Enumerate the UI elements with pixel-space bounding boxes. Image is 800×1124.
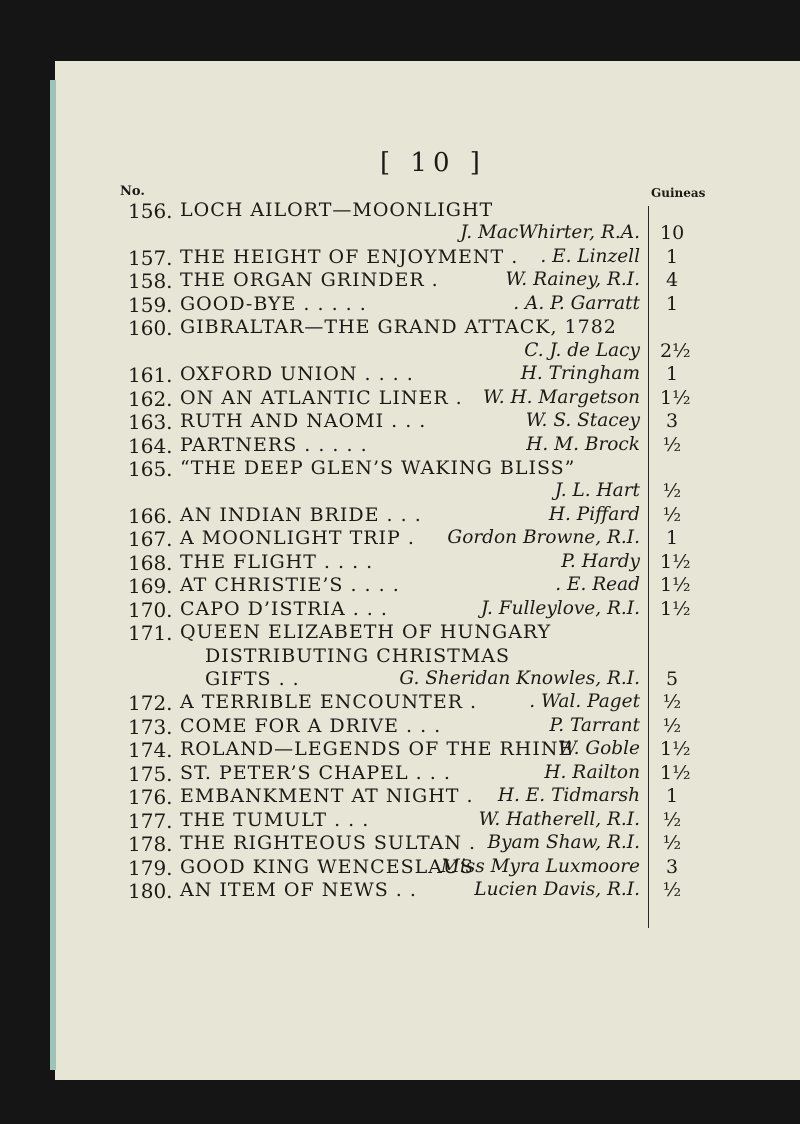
entry-artist: G. Sheridan Knowles, R.I.	[399, 668, 640, 689]
entry-line	[0, 832, 800, 856]
entry-artist: W. H. Margetson	[482, 386, 640, 408]
entry-line	[0, 785, 800, 809]
entry-number: 159.	[128, 292, 173, 317]
entry-line	[0, 574, 800, 598]
entry-line	[0, 668, 800, 692]
entry-line	[0, 269, 800, 293]
entry-price: 1½	[660, 386, 691, 409]
entry-title: THE RIGHTEOUS SULTAN .	[180, 832, 477, 855]
entry-artist: J. Fulleylove, R.I.	[481, 597, 640, 619]
entry-artist: C. J. de Lacy	[524, 339, 640, 361]
entry-title: LOCH AILORT—MOONLIGHT	[180, 199, 494, 221]
entry-line	[0, 645, 800, 669]
entry-price: ½	[662, 808, 682, 831]
entry-artist: H. M. Brock	[526, 433, 640, 455]
entry-line	[0, 363, 800, 387]
entry-price: 1½	[660, 597, 691, 620]
page-number: [ 10 ]	[380, 148, 486, 178]
entry-title: THE HEIGHT OF ENJOYMENT .	[180, 245, 519, 268]
entry-artist: H. Railton	[544, 761, 640, 783]
entry-line	[0, 340, 800, 364]
entry-number: 163.	[128, 410, 173, 435]
entry-line	[0, 762, 800, 786]
entry-number: 171.	[128, 621, 173, 646]
entry-line	[0, 480, 800, 504]
entry-artist: W. Rainey, R.I.	[505, 269, 640, 291]
entry-number: 179.	[128, 855, 173, 880]
entry-number: 158.	[128, 269, 173, 294]
entry-artist: Byam Shaw, R.I.	[487, 832, 640, 854]
entry-number: 162.	[128, 386, 173, 411]
entry-number: 180.	[128, 879, 173, 904]
entry-price: 1	[665, 527, 679, 550]
entry-number: 177.	[128, 808, 173, 833]
entry-line	[0, 621, 800, 645]
entry-artist: W. Hatherell, R.I.	[478, 808, 640, 830]
entry-title: ROLAND—LEGENDS OF THE RHINE	[180, 738, 574, 761]
entry-line	[0, 738, 800, 762]
entry-line	[0, 809, 800, 833]
entry-price: 1	[665, 292, 679, 315]
entry-line	[0, 222, 800, 246]
entry-number: 156.	[128, 199, 173, 223]
entry-price: ½	[662, 503, 682, 526]
entry-title: COME FOR A DRIVE . . .	[180, 714, 442, 737]
guineas-column-heading: Guineas	[651, 186, 706, 200]
entry-number: 160.	[128, 316, 173, 341]
entry-number: 167.	[128, 527, 173, 552]
entry-price: 5	[665, 668, 679, 690]
entry-price: ½	[662, 832, 682, 855]
entry-line	[0, 246, 800, 270]
entry-number: 170.	[128, 597, 173, 622]
entry-title: PARTNERS . . . . .	[180, 433, 368, 456]
entry-artist: . A. P. Garratt	[513, 292, 640, 314]
entry-artist: W. S. Stacey	[525, 410, 640, 432]
entry-title: THE ORGAN GRINDER .	[180, 269, 439, 292]
entry-line	[0, 410, 800, 434]
entry-artist: Miss Myra Luxmoore	[440, 855, 640, 877]
entry-artist: P. Hardy	[561, 550, 640, 572]
entry-line	[0, 504, 800, 528]
entry-price: ½	[662, 433, 682, 456]
entry-number: 165.	[128, 456, 173, 481]
entry-price: 3	[665, 410, 679, 433]
entry-price: 1½	[660, 574, 691, 597]
entry-title: GOOD-BYE . . . . .	[180, 292, 367, 315]
entry-price: 1	[665, 363, 679, 386]
entry-line	[0, 434, 800, 458]
entry-title: GOOD KING WENCESLAUS	[180, 855, 474, 878]
entry-line	[0, 387, 800, 411]
entry-title: THE TUMULT . . .	[180, 808, 370, 831]
entry-line	[0, 715, 800, 739]
entry-price: 4	[665, 269, 679, 292]
entry-price: 1½	[660, 761, 691, 784]
entry-price: 10	[660, 222, 685, 245]
entry-title: GIBRALTAR—THE GRAND ATTACK, 1782	[180, 316, 617, 339]
entry-artist: J. L. Hart	[554, 480, 640, 502]
entry-artist: H. Piffard	[548, 503, 640, 525]
entry-number: 164.	[128, 433, 173, 458]
entry-title: EMBANKMENT AT NIGHT .	[180, 785, 474, 808]
entry-price: 3	[665, 855, 679, 878]
entry-line	[0, 457, 800, 481]
entry-title: GIFTS . .	[205, 668, 300, 690]
entry-artist: H. Tringham	[520, 363, 640, 385]
entry-title: QUEEN ELIZABETH OF HUNGARY	[180, 621, 552, 644]
entry-number: 161.	[128, 363, 173, 388]
entry-artist: H. E. Tidmarsh	[497, 785, 640, 807]
entry-price: 1	[665, 245, 679, 268]
entry-number: 169.	[128, 574, 173, 599]
entry-artist: . E. Read	[555, 574, 640, 596]
entry-title: ST. PETER’S CHAPEL . . .	[180, 761, 451, 784]
entry-line	[0, 551, 800, 575]
entry-line	[0, 691, 800, 715]
entry-line	[0, 293, 800, 317]
entry-title: A TERRIBLE ENCOUNTER .	[180, 691, 478, 714]
entry-line	[0, 527, 800, 551]
entry-title: AN ITEM OF NEWS . .	[180, 879, 417, 902]
entry-number: 168.	[128, 550, 173, 575]
entry-line	[0, 316, 800, 340]
entry-artist: . E. Linzell	[540, 245, 640, 267]
entry-number: 174.	[128, 738, 173, 763]
entry-price: 1½	[660, 738, 691, 761]
entry-number: 175.	[128, 761, 173, 786]
entry-line	[0, 856, 800, 880]
number-column-heading: No.	[120, 184, 145, 199]
entry-price: ½	[662, 879, 682, 902]
entry-title: CAPO D’ISTRIA . . .	[180, 597, 388, 620]
entry-artist: Lucien Davis, R.I.	[474, 879, 640, 901]
entry-number: 157.	[128, 245, 173, 270]
entry-price: ½	[662, 480, 682, 503]
entry-line	[0, 199, 800, 223]
entry-artist: J. MacWhirter, R.A.	[460, 222, 640, 244]
entry-artist: W. Goble	[557, 738, 640, 760]
entry-number: 173.	[128, 714, 173, 739]
entry-number: 178.	[128, 832, 173, 857]
entry-artist: Gordon Browne, R.I.	[447, 527, 640, 549]
entry-line	[0, 598, 800, 622]
entry-number: 176.	[128, 785, 173, 810]
entry-number: 166.	[128, 503, 173, 528]
entry-title: “THE DEEP GLEN’S WAKING BLISS”	[180, 456, 576, 479]
entry-title: RUTH AND NAOMI . . .	[180, 410, 427, 433]
entry-title: AN INDIAN BRIDE . . .	[180, 503, 422, 526]
entry-title: AT CHRISTIE’S . . . .	[180, 574, 400, 597]
entry-price: ½	[662, 714, 682, 737]
entry-artist: P. Tarrant	[549, 714, 640, 736]
entry-title: THE FLIGHT . . . .	[180, 550, 374, 573]
entry-artist: . Wal. Paget	[529, 691, 640, 713]
entry-price: 1	[665, 785, 679, 808]
entry-price: 1½	[660, 550, 691, 573]
entry-number: 172.	[128, 691, 173, 716]
entry-title: OXFORD UNION . . . .	[180, 363, 414, 386]
entry-line	[0, 879, 800, 903]
entry-title: A MOONLIGHT TRIP .	[180, 527, 415, 550]
entry-title: DISTRIBUTING CHRISTMAS	[205, 644, 511, 667]
entry-title: ON AN ATLANTIC LINER .	[180, 386, 463, 409]
entry-price: ½	[662, 691, 682, 714]
entry-price: 2½	[660, 339, 691, 362]
